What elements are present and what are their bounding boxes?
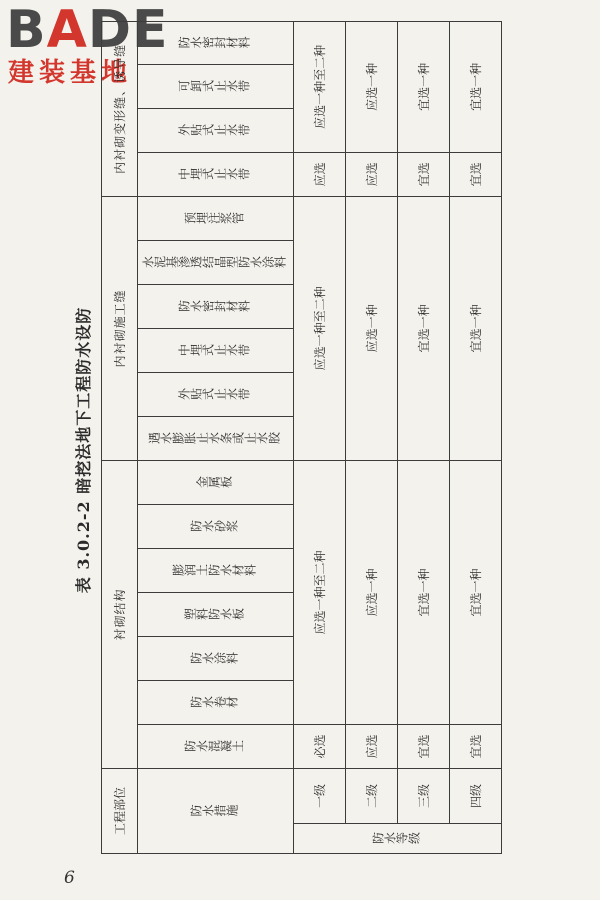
column-header: 防水密封材料 <box>138 21 294 64</box>
table-cell: 应选一种至二种 <box>294 196 346 460</box>
column-header: 膨润土防水材料 <box>138 548 294 592</box>
table-cell: 宜选一种 <box>398 460 450 724</box>
table-cell: 应选一种 <box>346 460 398 724</box>
column-header: 塑料防水板 <box>138 592 294 636</box>
table-row <box>398 21 450 853</box>
waterproofing-table <box>101 21 502 854</box>
table-cell: 宜选一种 <box>398 196 450 460</box>
table-row <box>294 21 346 853</box>
table-cell: 宜选 <box>398 724 450 768</box>
grade-cell: 一级 <box>294 768 346 823</box>
grade-cell: 三级 <box>398 768 450 823</box>
table-cell: 宜选一种 <box>450 21 502 152</box>
table-row <box>450 21 502 853</box>
column-header: 外贴式止水带 <box>138 108 294 152</box>
table-cell: 必选 <box>294 724 346 768</box>
column-header: 外贴式止水带 <box>138 372 294 416</box>
table-cell: 宜选 <box>398 152 450 196</box>
logo-accent-letter: A <box>46 0 88 60</box>
table-cell: 应选 <box>346 152 398 196</box>
table-cell: 宜选一种 <box>398 21 450 152</box>
table-cell: 应选一种至二种 <box>294 460 346 724</box>
table-cell: 应选 <box>294 152 346 196</box>
column-header: 防水卷材 <box>138 680 294 724</box>
column-header: 可卸式止水带 <box>138 64 294 108</box>
column-header: 防水涂料 <box>138 636 294 680</box>
table-cell: 应选一种 <box>346 196 398 460</box>
column-header: 防水砂浆 <box>138 504 294 548</box>
column-header: 金属板 <box>138 460 294 504</box>
table-title: 表 3.0.2-2 暗挖法地下工程防水设防 <box>74 306 93 594</box>
group-header-lining-structure: 衬砌结构 <box>102 460 138 768</box>
column-header: 预埋注浆管 <box>138 196 294 240</box>
page-number: 6 <box>64 868 75 888</box>
column-header: 水泥基渗透结晶型防水涂料 <box>138 240 294 284</box>
corner-header: 工程部位 <box>102 768 138 853</box>
logo-wordmark: BADE <box>6 0 169 60</box>
table-cell: 宜选 <box>450 724 502 768</box>
group-header-deformation-joint: 内衬砌变形缝、诱导缝 <box>102 21 138 196</box>
column-header: 防水密封材料 <box>138 284 294 328</box>
table-cell: 应选 <box>346 724 398 768</box>
group-header-construction-joint: 内衬砌施工缝 <box>102 196 138 460</box>
column-header: 中埋式止水带 <box>138 328 294 372</box>
table-cell: 应选一种 <box>346 21 398 152</box>
table-cell: 宜选一种 <box>450 460 502 724</box>
logo-subtitle: 建装基地 <box>8 58 133 88</box>
level-label-cell: 防水等级 <box>294 824 502 854</box>
column-header: 防水混凝土 <box>138 724 294 768</box>
table-row <box>346 21 398 853</box>
column-header: 中埋式止水带 <box>138 152 294 196</box>
table-cell: 宜选 <box>450 152 502 196</box>
grade-cell: 二级 <box>346 768 398 823</box>
measure-label-cell <box>138 768 294 853</box>
grade-cell: 四级 <box>450 768 502 823</box>
table-cell: 应选一种至二种 <box>294 21 346 152</box>
column-header: 遇水膨胀止水条或止水胶 <box>138 416 294 460</box>
rotated-table-frame <box>74 35 525 860</box>
table-cell: 宜选一种 <box>450 196 502 460</box>
measure-label: 防水措施 <box>189 804 238 818</box>
